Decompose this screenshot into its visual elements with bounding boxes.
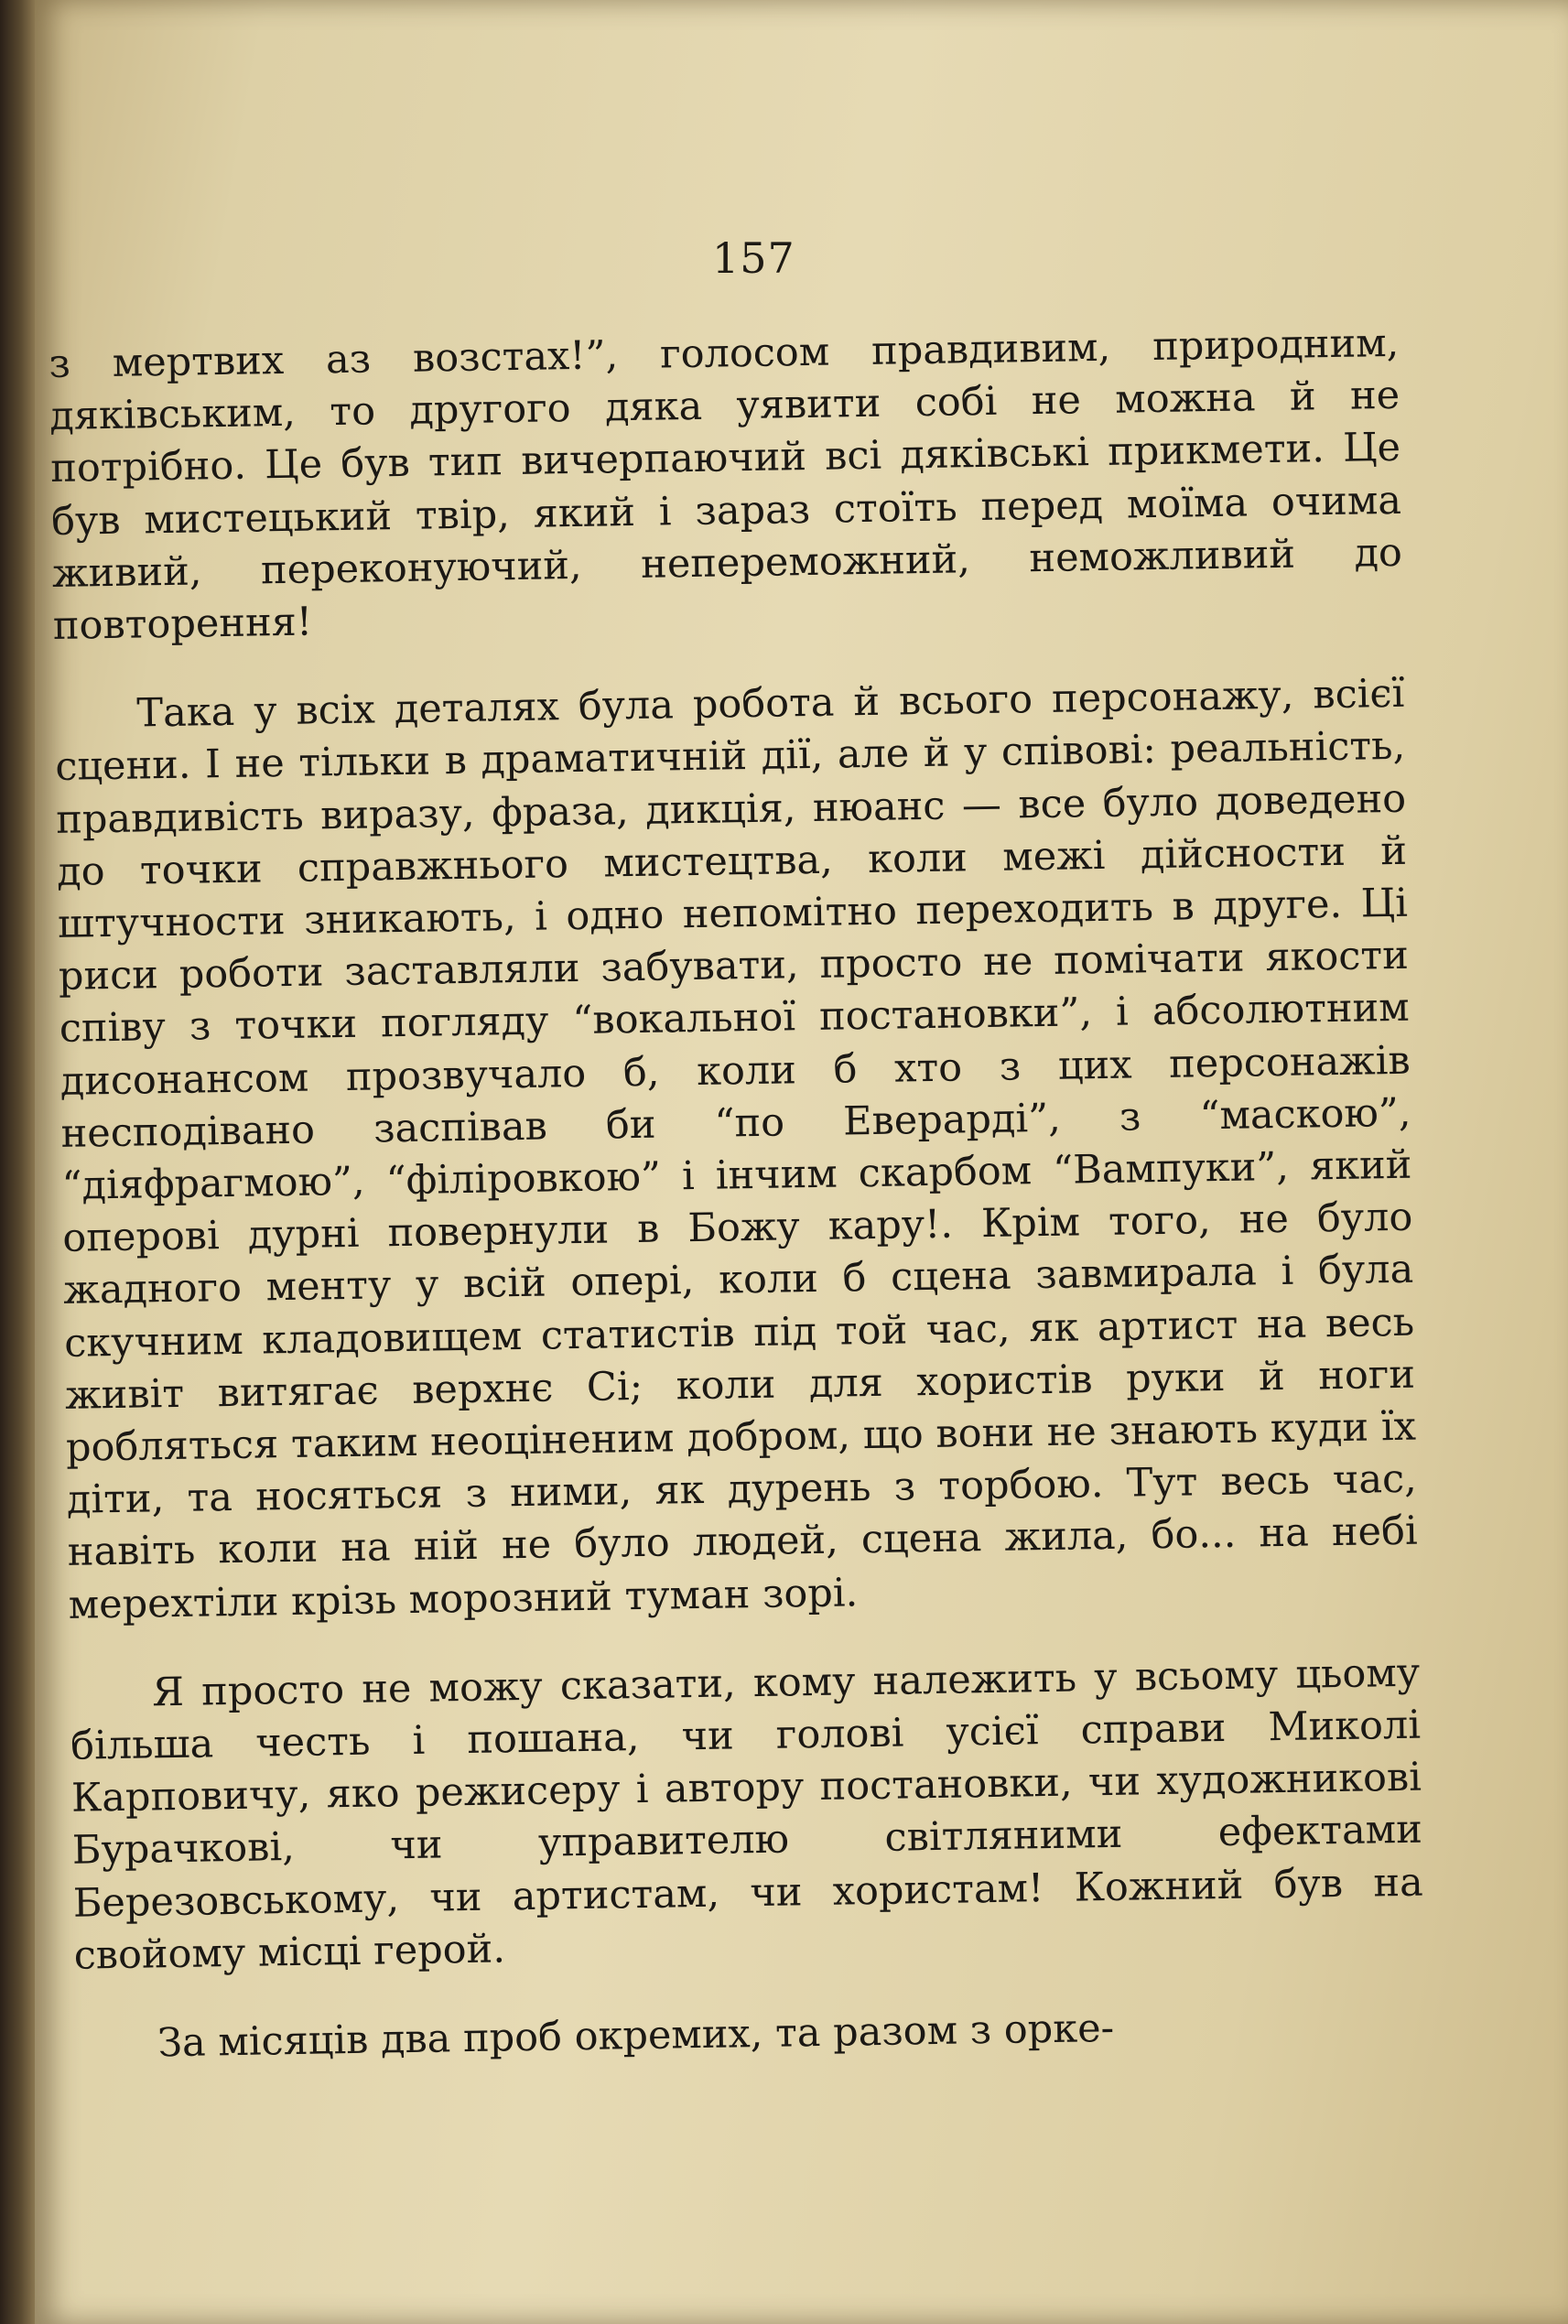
paragraph-4: За місяців два проб окремих, та разом з орке-	[157, 2005, 1115, 2067]
page-number: 157	[712, 233, 795, 283]
book-page	[35, 0, 1568, 2324]
book-spine	[0, 0, 35, 2324]
paragraph-2: Така у всіх деталях була робота й всього персонажу, всієї сцени. І не тільки в драматичній дії, але й у співові: реальність, правдивість виразу, фраза, дикція, нюанс — все було доведено до точки справжнього мистецтва, коли межі дійсности й штучности зникають, і одно непомітно переходить в друге. Ці риси роботи заставляли забувати, просто не помічати якости співу з точки погляду “вокальної постановки”, і абсолютним дисонансом прозвучало б, коли б хто з цих персонажів несподівано заспівав би “по Еверарді”, з “маскою”, “діяфрагмою”, “філіровкою” і інчим скарбом “Вампуки”, який оперові дурні повернули в Божу кару!. Крім того, не було жадного менту у всій опері, коли б сцена завмирала і була скучним кладовищем статистів під той час, як артист на весь живіт витягає верхнє Сі; коли для хористів руки й ноги робляться таким неоціненим добром, що вони не знають куди їх діти, та носяться з ними, як дурень з торбою. Тут весь час, навіть коли на ній не було людей, сцена жила, бо... на небі мерехтіли крізь морозний туман зорі.	[54, 671, 1419, 1628]
paragraph-3: Я просто не можу сказати, кому належить у всьому цьому більша честь і пошана, чи голові усієї справи Миколі Карповичу, яко режисеру і автору постановки, чи художникові Бурачкові, чи управителю світляними ефектами Березовському, чи артистам, чи хористам! Кожний був на свойому місці герой.	[70, 1649, 1424, 1979]
body-text	[49, 318, 1426, 2071]
paragraph-1: з мертвих аз возстах!”, голосом правдивим, природним, дяківським, то другого дяка уявити собі не можна й не потрібно. Це був тип вичерпаючий всі дяківські прикмети. Це був мистецький твір, який і зараз стоїть перед моїма очима живий, переконуючий, непереможний, неможливий до повторення!	[49, 319, 1403, 649]
